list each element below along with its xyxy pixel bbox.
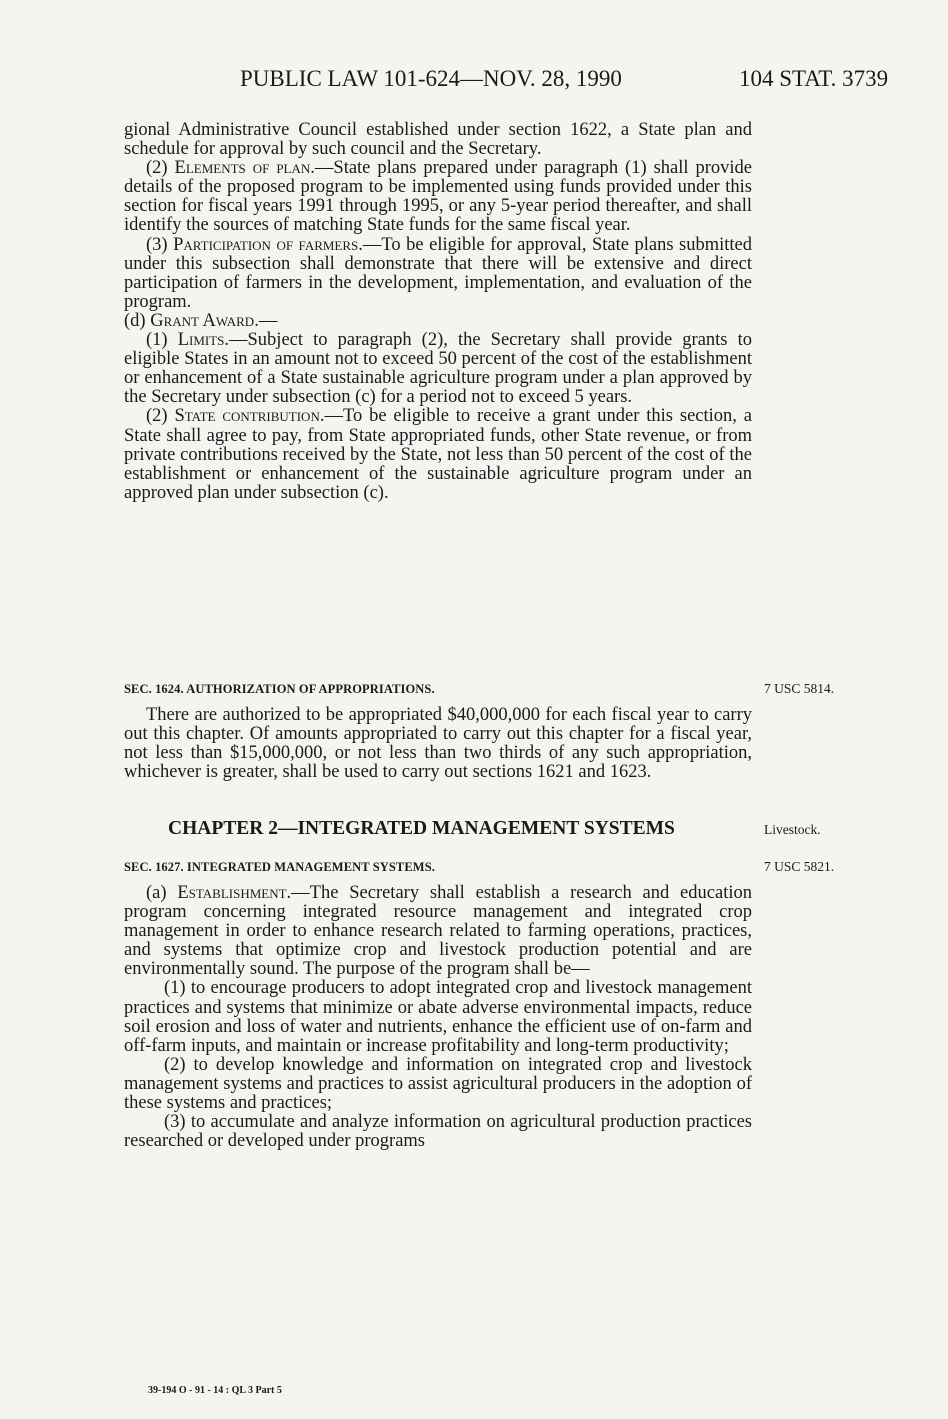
margin-note-livestock: Livestock. xyxy=(764,822,821,837)
purpose-item-2: (2) to develop knowledge and information on integrated crop and livestock management systems and practices to assist agricultural producers in the adoption of these systems and practices; xyxy=(124,1054,752,1114)
paragraph-heading: Elements of plan. xyxy=(174,158,315,179)
section-1627-body xyxy=(124,884,752,1151)
paragraph-state-plan-submission: gional Administrative Council established under section 1622, a State plan and schedule for approval by such council and the Secretary. xyxy=(124,120,752,160)
subsection-letter: (d) xyxy=(124,310,151,331)
margin-note-7-usc-5821: 7 USC 5821. xyxy=(764,859,835,874)
section-1624-heading: SEC. 1624. AUTHORIZATION OF APPROPRIATIONS. xyxy=(124,682,435,696)
paragraph-limits xyxy=(124,331,752,407)
subsection-dash: — xyxy=(258,310,278,331)
paragraph-text: —To be eligible to receive a grant under this section, a State shall agree to pay, from State appropriated funds, other State revenue, or from private contributions received by the State, not less than 50 percent of the cost of the establishment or enhancement of the sustainable agriculture program under an approved plan under subsection (c). xyxy=(124,406,752,503)
subsection-heading: Establishment. xyxy=(177,883,292,903)
margin-note-7-usc-5814: 7 USC 5814. xyxy=(764,681,835,696)
paragraph-text: —Subject to paragraph (2), the Secretary shall provide grants to eligible States in an amount not to exceed 50 percent of the cost of the establishment or enhancement of a State sustainable agriculture program under a plan approved by the Secretary under subsection (c) for a period not to exceed 5 years. xyxy=(124,330,753,408)
chapter-2-heading: CHAPTER 2—INTEGRATED MANAGEMENT SYSTEMS xyxy=(168,818,675,839)
paragraph-authorization: There are authorized to be appropriated $40,000,000 for each fiscal year to carry out this chapter. Of amounts appropriated to carry out this chapter for a fiscal year, not less than $15,000,000, or not less than two thirds of any such appropriation, whichever is greater, shall be used to carry out sections 1621 and 1623. xyxy=(124,705,752,783)
paragraph-text: —To be eligible for approval, State plans submitted under this subsection shall demonstrate that there will be extensive and direct participation of farmers in the development, implementation, and evaluation of the program. xyxy=(124,234,752,312)
paragraph-number: (1) xyxy=(146,330,178,351)
subsection-establishment xyxy=(124,884,752,979)
paragraph-participation-of-farmers xyxy=(124,236,752,312)
paragraph-heading: Participation of farmers. xyxy=(173,234,363,255)
subsection-grant-award xyxy=(124,312,752,331)
footer-print-code: 39-194 O - 91 - 14 : QL 3 Part 5 xyxy=(148,1385,282,1396)
paragraph-number: (3) xyxy=(146,234,174,255)
purpose-item-1: (1) to encourage producers to adopt integrated crop and livestock management practices and systems that minimize or abate adverse environmental impacts, reduce soil erosion and loss of water and nutrients, enhance the efficient use of on-farm and off-farm inputs, and maintain or increase profitability and long-term productivity; xyxy=(124,978,752,1056)
purpose-item-3: (3) to accumulate and analyze information on agricultural production practices researched or developed under programs xyxy=(124,1112,752,1152)
paragraph-heading: Limits. xyxy=(177,330,230,351)
subsection-text: —The Secretary shall establish a research and education program concerning integrated resource management and integrated crop management in order to enhance research related to farming operations, practices, and systems that optimize crop and livestock production potential and are environmentally sound. The purpose of the program shall be— xyxy=(124,883,752,980)
running-header-title: PUBLIC LAW 101-624—NOV. 28, 1990 xyxy=(240,66,622,91)
paragraph-heading: State contribution. xyxy=(174,406,325,427)
paragraph-state-contribution xyxy=(124,407,752,502)
section-1627-heading: SEC. 1627. INTEGRATED MANAGEMENT SYSTEMS. xyxy=(124,860,435,874)
paragraph-text: —State plans prepared under paragraph (1) shall provide details of the proposed program to be implemented using funds provided under this section for fiscal years 1991 through 1995, or any 5-year period thereafter, and shall identify the sources of matching State funds for the same fiscal year. xyxy=(124,158,752,236)
subsection-heading: Grant Award. xyxy=(150,310,259,331)
subsection-letter: (a) xyxy=(146,883,178,903)
section-1623-continuation xyxy=(124,121,752,503)
paragraph-number: (2) xyxy=(146,406,175,427)
section-1624-body xyxy=(124,706,752,782)
paragraph-number: (2) xyxy=(146,158,175,179)
paragraph-elements-of-plan xyxy=(124,159,752,235)
running-header-stat-page: 104 STAT. 3739 xyxy=(739,66,889,91)
